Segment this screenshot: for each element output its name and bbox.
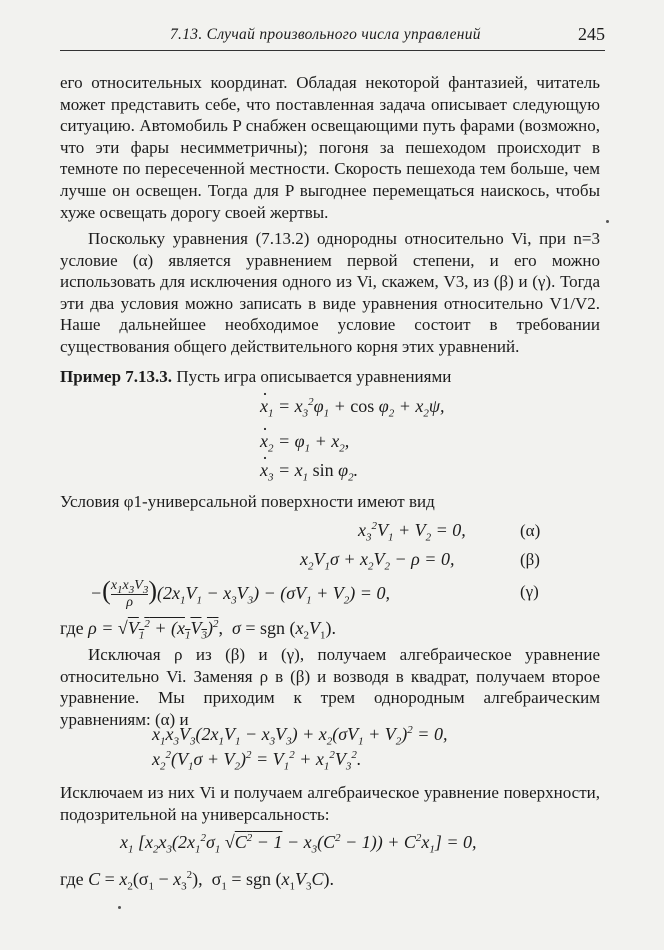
final-def-prefix: где bbox=[60, 869, 84, 889]
example-heading bbox=[60, 366, 605, 387]
label-gamma: (γ) bbox=[520, 582, 539, 601]
equation-3: · $x_3 = x_1$ $\sin \varphi_2$. bbox=[260, 460, 358, 481]
rho-definition: где $\rho = √V_1^2 + (x_1V_3)^2$, σ = sgn $(x_2V_1)$. bbox=[60, 618, 336, 642]
paragraph-4: Исключаем из них Vi и получаем алгебраическое уравнение поверхности, подозрительной на универсальность: bbox=[60, 783, 600, 824]
page-number: 245 bbox=[578, 24, 605, 44]
equation-2: · $x_2 = \varphi_1 + x_2$, bbox=[260, 431, 349, 452]
condition-alpha: $x_3^2V_1 + V_2 = 0$, bbox=[358, 520, 466, 544]
print-speck bbox=[606, 220, 609, 223]
system-eq-2: $x_2^2(V_1\sigma + V_2)^2 = V_1^2 + x_1^2V_3^2$. bbox=[152, 749, 362, 773]
paragraph-2: Поскольку уравнения (7.13.2) однородны относительно Vi, при n=3 условие (α) является уравнением первой степени, и его можно использовать для исключения одного из Vi, скажем, V3, из (β) и (γ). Тогда эти два условия можно записать в виде уравнения относительно V1/V2. Наше дальнейшее необходимое условие состоит в требовании существования общего действительного корня этих уравнений. bbox=[60, 229, 600, 356]
condition-gamma: −( $\frac{x_1x_3V_3}{\rho}$ )$(2x_1V_1 - x_3V_3) - (\sigma V_1 + V_2) = 0$, bbox=[90, 576, 390, 611]
final-definition: где $C = x_2(\sigma_1 - x_3^2)$, $\sigma_1$ = sgn $(x_1V_3C)$. bbox=[60, 869, 335, 893]
label-alpha: (α) bbox=[520, 521, 541, 540]
print-speck bbox=[118, 906, 121, 909]
label-beta: (β) bbox=[520, 550, 540, 569]
page-header bbox=[60, 24, 605, 51]
example-title: Пример 7.13.3. bbox=[60, 367, 173, 386]
conditions-intro: Условия φ1-универсальной поверхности имеют вид bbox=[60, 492, 435, 511]
universal-surface-equation: $x_1$ [$x_2x_3(2x_1^2\sigma_1$ $√C^2 - 1 - x_3(C^2 - 1)) + C^2x_1] = 0$, bbox=[120, 832, 477, 856]
example-text: Пусть игра описывается уравнениями bbox=[176, 367, 452, 386]
system-eq-1: $x_1x_3V_3(2x_1V_1 - x_3V_3) + x_2(\sigma V_1 + V_2)^2 = 0$, bbox=[152, 724, 448, 748]
equation-1: · $x_1 = x_3^2\varphi_1 + \cos \varphi_2 + x_2\psi$, bbox=[260, 396, 445, 417]
condition-beta: $x_2V_1\sigma + x_2V_2 - \rho = 0$, bbox=[300, 549, 455, 573]
paragraph-3: Исключая ρ из (β) и (γ), получаем алгебраическое уравнение относительно Vi. Заменяя ρ в (β) и возводя в квадрат, получаем второе уравнение. Мы приходим к трем однородным алгебраическим уравнениям: (α) и bbox=[60, 645, 600, 729]
running-title: 7.13. Случай произвольного числа управлений bbox=[170, 26, 481, 43]
paragraph-1: его относительных координат. Обладая некоторой фантазией, читатель может представить себе, что поставленная задача описывает следующую ситуацию. Автомобиль P снабжен освещающими путь фарами (возможно, что эти фары несимметричны); погоня за пешеходом происходит в темноте по пересеченной местности. Скорость пешехода тем больше, чем лучше он освещен. Тогда для P выгоднее перемещаться наискось, чтобы хуже освещать дорогу своей жертвы. bbox=[60, 73, 600, 222]
rho-def-prefix: где bbox=[60, 618, 84, 638]
